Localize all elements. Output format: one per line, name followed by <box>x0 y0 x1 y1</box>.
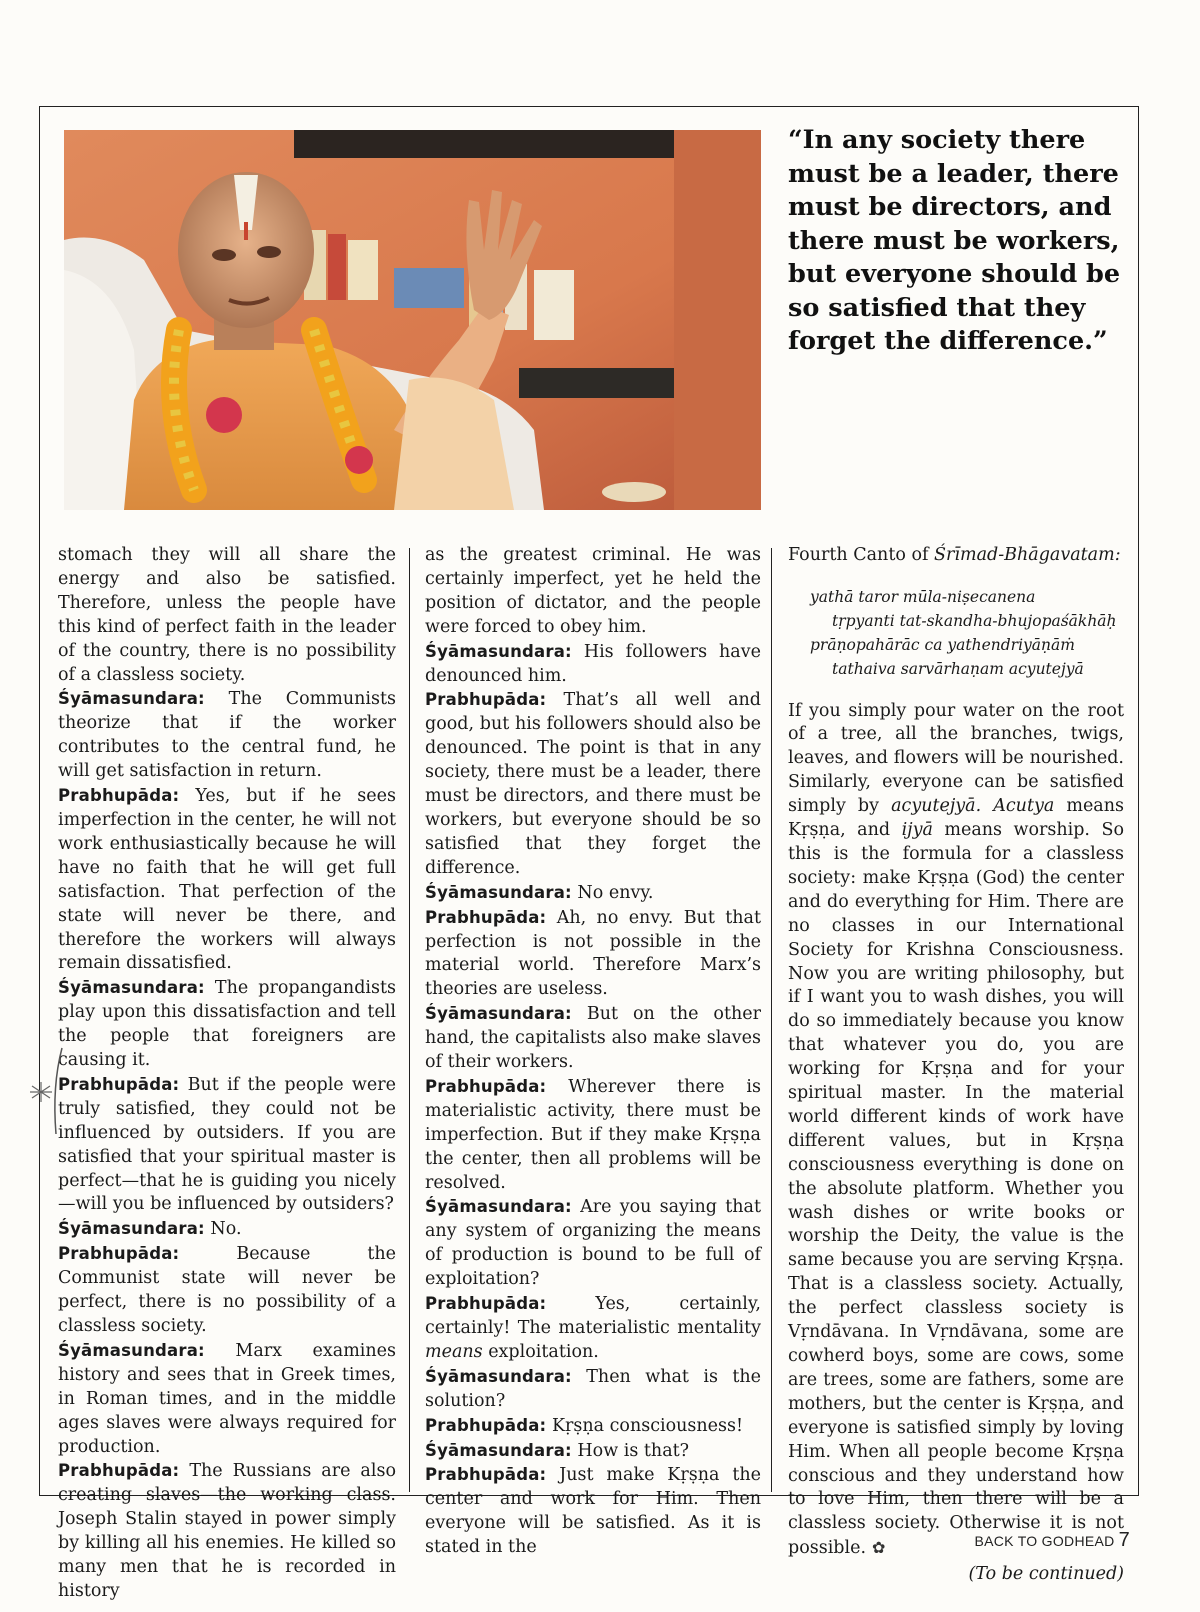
paragraph: Prabhupāda: Just make Kṛṣṇa the center and work for Him. Then everyone will be satisfied. As it is stated in the <box>425 1465 761 1558</box>
column-divider <box>771 548 772 1492</box>
speaker-name: Prabhupāda: <box>58 786 180 806</box>
paragraph: Prabhupāda: Because the Communist state will never be perfect, there is no possibility of a classless society. <box>58 1244 396 1336</box>
column-3 <box>788 544 1124 1587</box>
paragraph: Śyāmasundara: No. <box>58 1219 242 1240</box>
paragraph: Prabhupāda: The Russians are also creating slaves—the working class. Joseph Stalin stayed in power simply by killing all his enemies. He killed so many men that he is recorded in history <box>58 1461 396 1601</box>
verse-line: tṛpyanti tat-skandha-bhujopaśākhāḥ <box>832 611 1117 630</box>
paragraph: Śyāmasundara: How is that? <box>425 1440 690 1461</box>
page-number: 7 <box>1118 1529 1130 1551</box>
paragraph: Śyāmasundara: No envy. <box>425 882 654 903</box>
column-2 <box>425 544 761 1560</box>
speaker-name: Śyāmasundara: <box>58 689 205 709</box>
paragraph: Prabhupāda: Ah, no envy. But that perfection is not possible in the material world. Therefore Marx’s theories are useless. <box>425 907 761 1000</box>
paragraph: Śyāmasundara: Then what is the solution? <box>425 1366 761 1411</box>
speaker-name: Śyāmasundara: <box>425 641 572 661</box>
paragraph: Śyāmasundara: His followers have denounced him. <box>425 641 761 686</box>
paragraph: If you simply pour water on the root of a tree, all the branches, twigs, leaves, and flowers will be nourished. Similarly, everyone can be satisfied simply by acyutejyā. Acutya means Kṛṣṇa, and ijyā means worship. So this is the formula for a classless society: make Kṛṣṇa (God) the center and do everything for Him. There are no classes in our International Society for Krishna Consciousness. Now you are writing philosophy, but if I want you to wash dishes, you will do so immediately because you know that whatever you do, you are working for Kṛṣṇa and for your spiritual master. In the material world different kinds of work have different values, but in Kṛṣṇa consciousness everything is done on the absolute platform. Whether you wash dishes or write books or worship the Deity, the value is the same because you are serving Kṛṣṇa. That is a classless society. Actually, the perfect classless society is Vṛndāvana. In Vṛndāvana, some are cowherd boys, some are cows, some are trees, some are fathers, some are mothers, but the center is Kṛṣṇa, and everyone is satisfied simply by loving Him. When all people become Kṛṣṇa conscious and they understand how to love Him, then there will be a classless society. Otherwise it is not possible. ✿ <box>788 700 1125 1559</box>
paragraph: as the greatest criminal. He was certainly imperfect, yet he held the position of dictator, and the people were forced to obey him. <box>425 545 761 637</box>
paragraph: Śyāmasundara: But on the other hand, the capitalists also make slaves of their workers. <box>425 1004 761 1073</box>
to-be-continued: (To be continued) <box>968 1564 1124 1585</box>
paragraph: Prabhupāda: Yes, certainly, certainly! The materialistic mentality means exploitation. <box>425 1294 761 1362</box>
verse-line: yathā taror mūla-niṣecanena <box>810 587 1036 606</box>
sanskrit-verse <box>810 586 1124 682</box>
speaker-name: Prabhupāda: <box>58 1244 180 1264</box>
speaker-name: Prabhupāda: <box>425 1465 547 1485</box>
column-divider <box>409 548 410 1492</box>
speaker-name: Śyāmasundara: <box>425 1197 572 1217</box>
speaker-name: Śyāmasundara: <box>425 1366 572 1386</box>
speaker-name: Prabhupāda: <box>425 1076 547 1096</box>
paragraph: Prabhupāda: That’s all well and good, but his followers should also be denounced. The point is that in any society, there must be a leader, there must be directors, and there must be workers, but everyone should be so satisfied that they forget the difference. <box>425 690 761 878</box>
column-1 <box>58 544 396 1604</box>
paragraph: Prabhupāda: Wherever there is materialistic activity, there must be imperfection. But if they make Kṛṣṇa the center, then all problems will be resolved. <box>425 1076 761 1193</box>
verse-line: tathaiva sarvārhaṇam acyutejyā <box>832 659 1084 678</box>
speaker-name: Prabhupāda: <box>425 690 547 710</box>
pull-quote: “In any society there must be a leader, there must be directors, and there must be workers, but everyone should be so satisfied that they forget the difference.” <box>788 125 1121 356</box>
speaker-name: Prabhupāda: <box>425 907 547 927</box>
article-photo <box>64 130 761 510</box>
paragraph: Prabhupāda: Kṛṣṇa consciousness! <box>425 1415 744 1436</box>
lotus-icon: ✿ <box>872 1538 886 1558</box>
speaker-name: Śyāmasundara: <box>58 1340 205 1360</box>
speaker-name: Śyāmasundara: <box>58 1219 205 1239</box>
magazine-name: BACK TO GODHEAD <box>974 1533 1115 1549</box>
paragraph: Śyāmasundara: Are you saying that any system of organizing the means of production is bound to be full of exploitation? <box>425 1197 761 1290</box>
paragraph: stomach they will all share the energy and also be satisfied. Therefore, unless the people have this kind of perfect faith in the leader of the country, there is no possibility of a classless society. <box>58 545 396 685</box>
page-footer <box>960 1529 1130 1552</box>
speaker-name: Prabhupāda: <box>58 1461 180 1481</box>
speaker-name: Śyāmasundara: <box>425 1440 572 1460</box>
speaker-name: Śyāmasundara: <box>425 882 572 902</box>
photo-of-prabhupada-icon <box>64 130 761 510</box>
speaker-name: Śyāmasundara: <box>58 978 205 998</box>
verse-intro: Fourth Canto of Śrīmad-Bhāgavatam: <box>788 545 1121 565</box>
paragraph: Śyāmasundara: Marx examines history and sees that in Greek times, in Roman times, and in the middle ages slaves were always required for production. <box>58 1340 396 1457</box>
verse-line: prāṇopahārāc ca yathendriyāṇāṁ <box>810 635 1075 654</box>
speaker-name: Śyāmasundara: <box>425 1004 572 1024</box>
paragraph: Prabhupāda: Yes, but if he sees imperfection in the center, he will not work enthusiastically because he will have no faith that he will get full satisfaction. That perfection of the state will never be there, and therefore the workers will always remain dissatisfied. <box>58 786 396 974</box>
paragraph: Śyāmasundara: The propangandists play upon this dissatisfaction and tell the people that foreigners are causing it. <box>58 978 396 1071</box>
margin-bracket-icon <box>28 1046 70 1136</box>
speaker-name: Prabhupāda: <box>425 1294 547 1314</box>
speaker-name: Prabhupāda: <box>58 1074 180 1094</box>
paragraph: Prabhupāda: But if the people were truly satisfied, they could not be influenced by outsiders. If you are satisfied that your spiritual master is perfect—that he is guiding you nicely—will you be influenced by outsiders? <box>58 1074 396 1215</box>
paragraph: Śyāmasundara: The Communists theorize that if the worker contributes to the central fund, he will get satisfaction in return. <box>58 689 396 782</box>
speaker-name: Prabhupāda: <box>425 1415 547 1435</box>
